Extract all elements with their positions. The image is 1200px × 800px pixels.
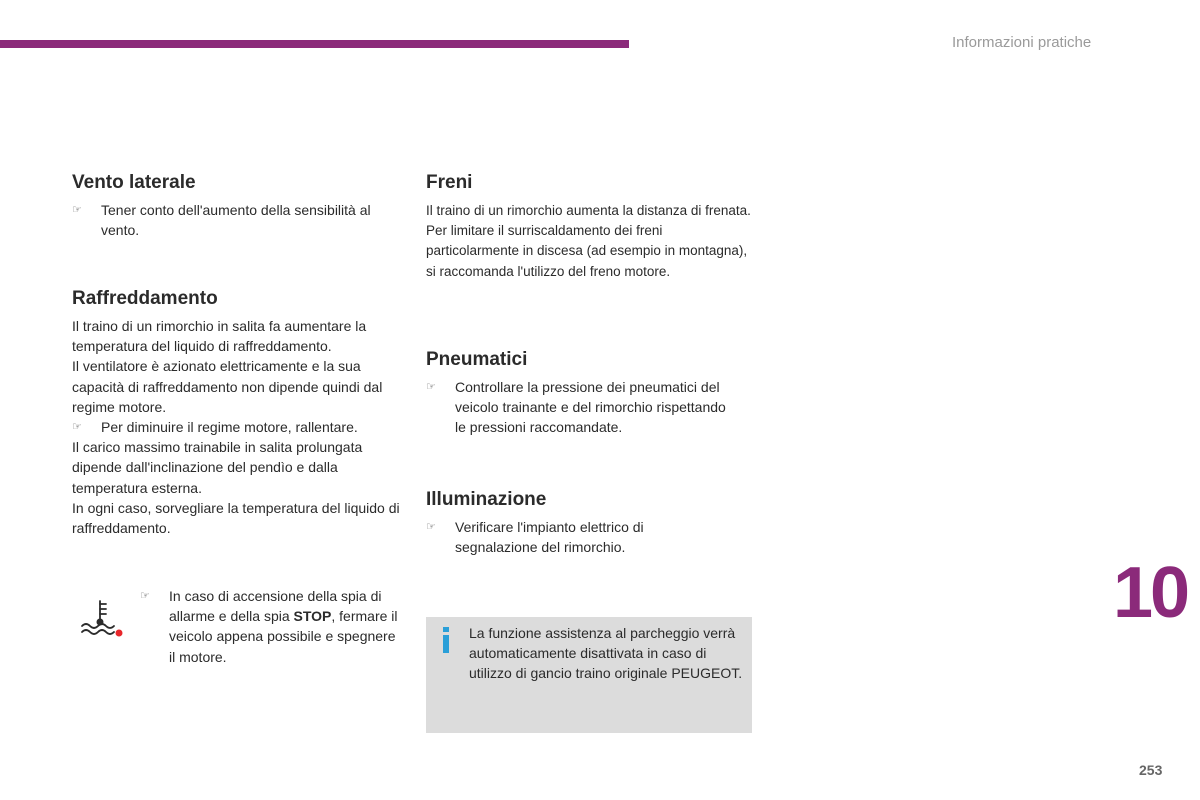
section-title: Informazioni pratiche: [952, 34, 1092, 51]
heading-raffreddamento: Raffreddamento: [72, 288, 218, 309]
warning-note: [140, 586, 400, 667]
coolant-temperature-warning-icon: [78, 598, 124, 638]
paragraph: Il ventilatore è azionato elettricamente e la sua capacità di raffreddamento non dipende quindi dal regime motore.: [72, 358, 383, 415]
info-box: [426, 617, 752, 733]
raffreddamento-body: [72, 316, 402, 538]
heading-freni: Freni: [426, 172, 473, 193]
bullet-text: Controllare la pressione dei pneumatici del veicolo trainante e del rimorchio rispettando le pressioni raccomandate.: [455, 379, 726, 436]
bullet-pneumatici: [426, 377, 736, 438]
paragraph: Per limitare il surriscaldamento dei freni particolarmente in discesa (ad esempio in montagna), si raccomanda l'utilizzo del freno motore.: [426, 223, 748, 279]
heading-pneumatici: Pneumatici: [426, 349, 528, 370]
pointer-hand-icon: ☞: [426, 381, 436, 393]
info-icon: [439, 625, 453, 655]
pointer-hand-icon: ☞: [72, 204, 82, 216]
heading-illuminazione: Illuminazione: [426, 489, 547, 510]
paragraph: Il carico massimo trainabile in salita prolungata dipende dall'inclinazione del pendìo e dalla temperatura esterna.: [72, 439, 363, 496]
bullet-vento: [72, 200, 392, 240]
bullet-illuminazione: [426, 517, 716, 557]
bullet-text: Per diminuire il regime motore, rallentare.: [101, 419, 358, 436]
pointer-hand-icon: ☞: [72, 421, 82, 434]
warning-stop-label: STOP: [293, 608, 332, 625]
chapter-number: 10: [1113, 553, 1188, 633]
pointer-hand-icon: ☞: [140, 590, 150, 602]
header-accent-bar: [0, 40, 629, 48]
bullet-regime: [72, 417, 402, 437]
paragraph: Il traino di un rimorchio in salita fa aumentare la temperatura del liquido di raffreddamento.: [72, 318, 367, 355]
bullet-text: Verificare l'impianto elettrico di segnalazione del rimorchio.: [455, 519, 644, 556]
info-text: La funzione assistenza al parcheggio verrà automaticamente disattivata in caso di utilizzo di gancio traino originale PEUGEOT.: [469, 625, 743, 682]
warning-text-part: , fermare il veicolo appena possibile e spegnere il motore.: [169, 608, 398, 665]
warning-text-part: In caso di accensione della spia di allarme e della spia: [169, 588, 382, 625]
paragraph: Il traino di un rimorchio aumenta la distanza di frenata.: [426, 203, 751, 218]
freni-body: [426, 201, 756, 282]
page-number: 253: [1139, 762, 1163, 778]
bullet-text: Tener conto dell'aumento della sensibilità al vento.: [101, 202, 371, 239]
paragraph: In ogni caso, sorvegliare la temperatura del liquido di raffreddamento.: [72, 499, 400, 537]
pointer-hand-icon: ☞: [426, 521, 436, 533]
warning-text: [169, 586, 400, 667]
heading-vento-laterale: Vento laterale: [72, 172, 196, 193]
